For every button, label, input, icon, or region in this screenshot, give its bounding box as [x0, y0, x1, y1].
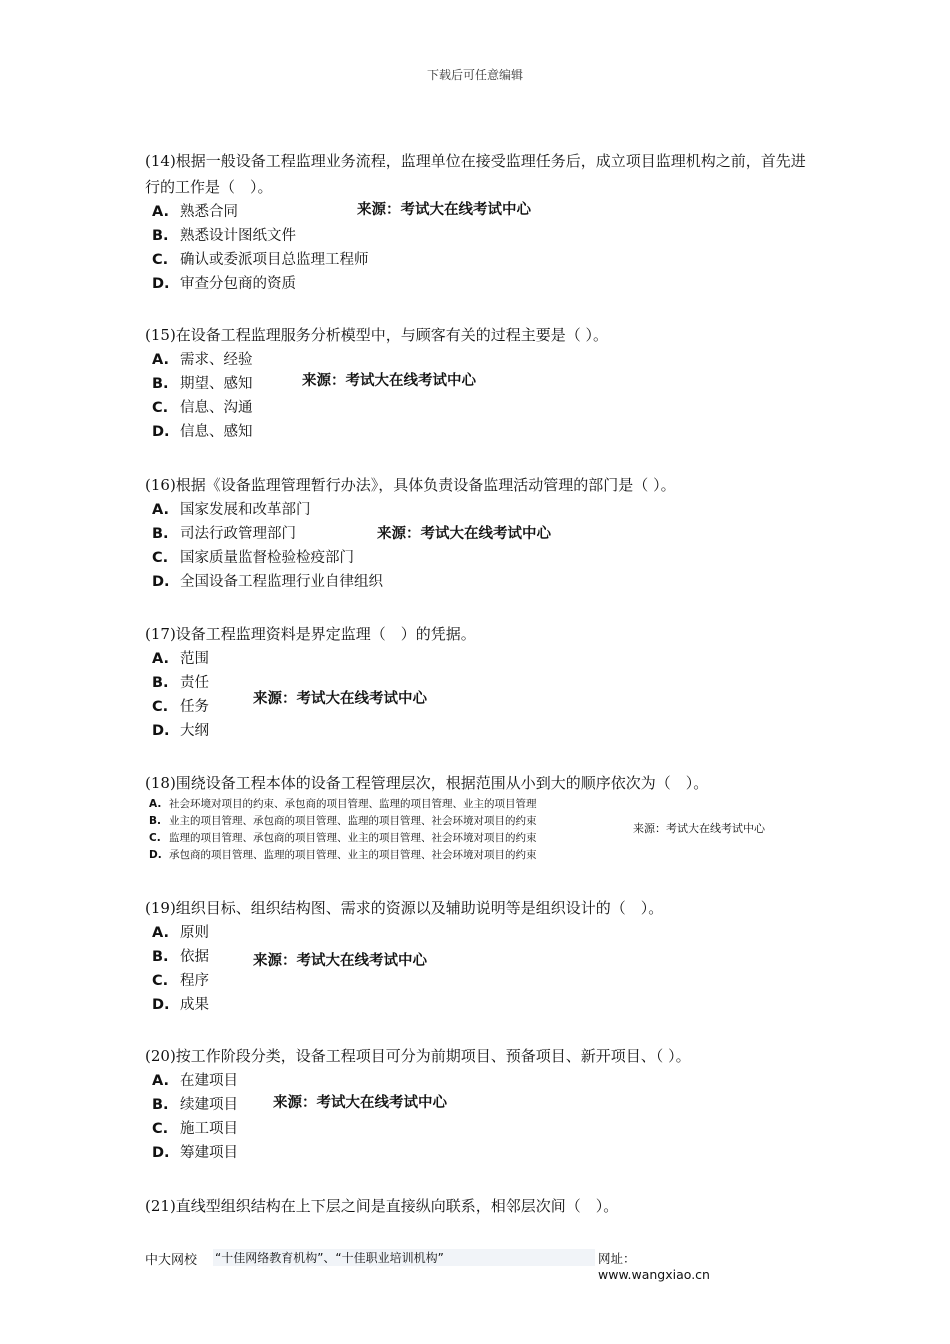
source-label: 来源：考试大在线考试中心 — [357, 202, 531, 218]
options — [145, 647, 810, 743]
option-d[interactable]: D. 信息、感知 — [152, 424, 253, 440]
source-label: 来源：考试大在线考试中心 — [253, 953, 427, 969]
option-b[interactable]: B. 司法行政管理部门 — [152, 526, 296, 542]
options — [145, 348, 810, 444]
question-15 — [145, 322, 810, 444]
source-label: 来源：考试大在线考试中心 — [273, 1095, 447, 1111]
option-a[interactable]: A. 在建项目 — [152, 1073, 238, 1089]
question-stem: (18)围绕设备工程本体的设备工程管理层次，根据范围从小到大的顺序依次为（ ）。 — [145, 774, 709, 792]
option-b[interactable]: B. 业主的项目管理、承包商的项目管理、监理的项目管理、社会环境对项目的约束 — [149, 815, 537, 827]
source-label: 来源：考试大在线考试中心 — [253, 691, 427, 707]
option-d[interactable]: D. 成果 — [152, 997, 209, 1013]
option-a[interactable]: A. 社会环境对项目的约束、承包商的项目管理、监理的项目管理、业主的项目管理 — [149, 798, 537, 810]
options — [145, 1069, 810, 1165]
options — [145, 200, 810, 296]
question-17 — [145, 621, 810, 743]
option-c[interactable]: C. 监理的项目管理、承包商的项目管理、业主的项目管理、社会环境对项目的约束 — [149, 832, 537, 844]
option-b[interactable]: B. 期望、感知 — [152, 376, 253, 392]
option-c[interactable]: C. 程序 — [152, 973, 209, 989]
option-b[interactable]: B. 责任 — [152, 675, 209, 691]
option-c[interactable]: C. 信息、沟通 — [152, 400, 253, 416]
options — [145, 498, 810, 594]
question-16 — [145, 472, 810, 594]
option-b[interactable]: B. 续建项目 — [152, 1097, 238, 1113]
question-19 — [145, 895, 810, 1017]
option-a[interactable]: A. 需求、经验 — [152, 352, 253, 368]
source-label: 来源：考试大在线考试中心 — [633, 822, 765, 835]
source-label: 来源：考试大在线考试中心 — [302, 373, 476, 389]
option-c[interactable]: C. 任务 — [152, 699, 209, 715]
option-a[interactable]: A. 熟悉合同 — [152, 204, 238, 220]
option-b[interactable]: B. 依据 — [152, 949, 209, 965]
options — [145, 921, 810, 1017]
question-21 — [145, 1193, 810, 1219]
option-a[interactable]: A. 范围 — [152, 651, 209, 667]
option-d[interactable]: D. 审查分包商的资质 — [152, 276, 296, 292]
question-stem: (21)直线型组织结构在上下层之间是直接纵向联系，相邻层次间（ ）。 — [145, 1197, 619, 1215]
question-stem: (15)在设备工程监理服务分析模型中，与顾客有关的过程主要是（ ）。 — [145, 326, 609, 344]
question-stem: (16)根据《设备监理管理暂行办法》，具体负责设备监理活动管理的部门是（ ）。 — [145, 476, 676, 494]
question-stem: (17)设备工程监理资料是界定监理（ ）的凭据。 — [145, 625, 476, 643]
source-label: 来源：考试大在线考试中心 — [377, 526, 551, 542]
option-d[interactable]: D. 承包商的项目管理、监理的项目管理、业主的项目管理、社会环境对项目的约束 — [149, 849, 537, 861]
question-stem: (14)根据一般设备工程监理业务流程，监理单位在接受监理任务后，成立项目监理机构之前，首先进行的工作是（ ）。 — [145, 152, 806, 196]
question-14 — [145, 148, 810, 296]
options — [145, 796, 810, 864]
question-stem: (19)组织目标、组织结构图、需求的资源以及辅助说明等是组织设计的（ ）。 — [145, 899, 664, 917]
option-d[interactable]: D. 大纲 — [152, 723, 209, 739]
option-b[interactable]: B. 熟悉设计图纸文件 — [152, 228, 296, 244]
option-c[interactable]: C. 施工项目 — [152, 1121, 238, 1137]
footer-slogan: “十佳网络教育机构”、“十佳职业培训机构” — [213, 1249, 595, 1266]
option-a[interactable]: A. 国家发展和改革部门 — [152, 502, 311, 518]
option-d[interactable]: D. 筹建项目 — [152, 1145, 238, 1161]
option-a[interactable]: A. 原则 — [152, 925, 209, 941]
option-c[interactable]: C. 国家质量监督检验检疫部门 — [152, 550, 354, 566]
question-stem: (20)按工作阶段分类，设备工程项目可分为前期项目、预备项目、新开项目、（ ）。 — [145, 1047, 691, 1065]
question-20 — [145, 1043, 810, 1165]
option-d[interactable]: D. 全国设备工程监理行业自律组织 — [152, 574, 383, 590]
footer-brand: 中大网校 — [145, 1253, 198, 1268]
page-header: 下载后可任意编辑 — [426, 68, 523, 82]
question-18 — [145, 770, 810, 864]
footer-website[interactable]: 网址：www.wangxiao.cn — [598, 1251, 710, 1282]
option-c[interactable]: C. 确认或委派项目总监理工程师 — [152, 252, 369, 268]
